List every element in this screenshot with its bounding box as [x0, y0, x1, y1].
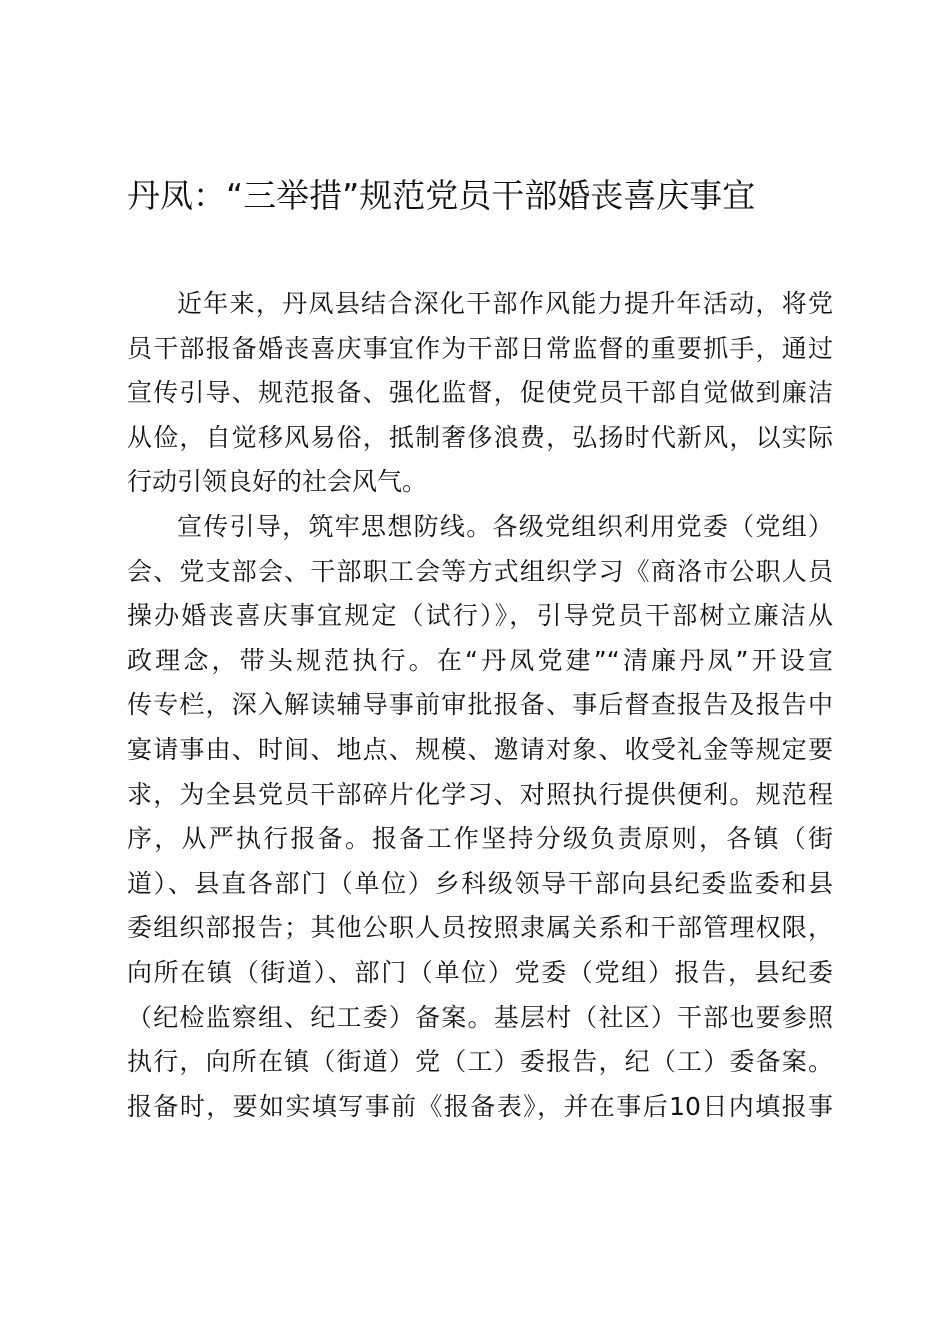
paragraph-line: 求，为全县党员干部碎片化学习、对照执行提供便利。规范程: [127, 779, 833, 809]
paragraph-line: 近年来，丹凤县结合深化干部作风能力提升年活动，将党: [177, 289, 833, 318]
paragraph-line: 委组织部报告；其他公职人员按照隶属关系和干部管理权限，: [127, 913, 833, 943]
paragraph-line: 宣传引导、规范报备、强化监督，促使党员干部自觉做到廉洁: [127, 378, 833, 408]
paragraph-2: [127, 505, 833, 1129]
document-title: 丹凤：“三举措”规范党员干部婚丧喜庆事宜: [127, 176, 756, 215]
paragraph-line: 道）、县直各部门（单位）乡科级领导干部向县纪委监委和县: [127, 868, 833, 898]
paragraph-line: 执行，向所在镇（街道）党（工）委报告，纪（工）委备案。: [127, 1047, 833, 1077]
paragraph-line: 传专栏，深入解读辅导事前审批报备、事后督查报告及报告中: [127, 690, 833, 720]
paragraph-line: 政理念，带头规范执行。在“丹凤党建”“清廉丹凤”开设宣: [127, 645, 833, 675]
paragraph-line: （纪检监察组、纪工委）备案。基层村（社区）干部也要参照: [127, 1002, 833, 1032]
document-body: [127, 282, 833, 1129]
paragraph-line: 员干部报备婚丧喜庆事宜作为干部日常监督的重要抓手，通过: [127, 333, 833, 363]
paragraph-line: 报备时，要如实填写事前《报备表》，并在事后10日内填报事: [127, 1091, 833, 1121]
paragraph-line: 行动引领良好的社会风气。: [127, 467, 428, 497]
paragraph-1: [127, 282, 833, 505]
document-page: [127, 172, 833, 1129]
paragraph-line: 序，从严执行报备。报备工作坚持分级负责原则，各镇（街: [127, 824, 833, 854]
paragraph-line: 向所在镇（街道）、部门（单位）党委（党组）报告，县纪委: [127, 957, 833, 987]
paragraph-line: 会、党支部会、干部职工会等方式组织学习《商洛市公职人员: [127, 556, 833, 586]
paragraph-line: 宴请事由、时间、地点、规模、邀请对象、收受礼金等规定要: [127, 734, 833, 764]
paragraph-line: 从俭，自觉移风易俗，抵制奢侈浪费，弘扬时代新风，以实际: [127, 422, 833, 452]
paragraph-line: 操办婚丧喜庆事宜规定（试行）》，引导党员干部树立廉洁从: [127, 601, 833, 631]
paragraph-line: 宣传引导，筑牢思想防线。各级党组织利用党委（党组）: [177, 511, 833, 541]
